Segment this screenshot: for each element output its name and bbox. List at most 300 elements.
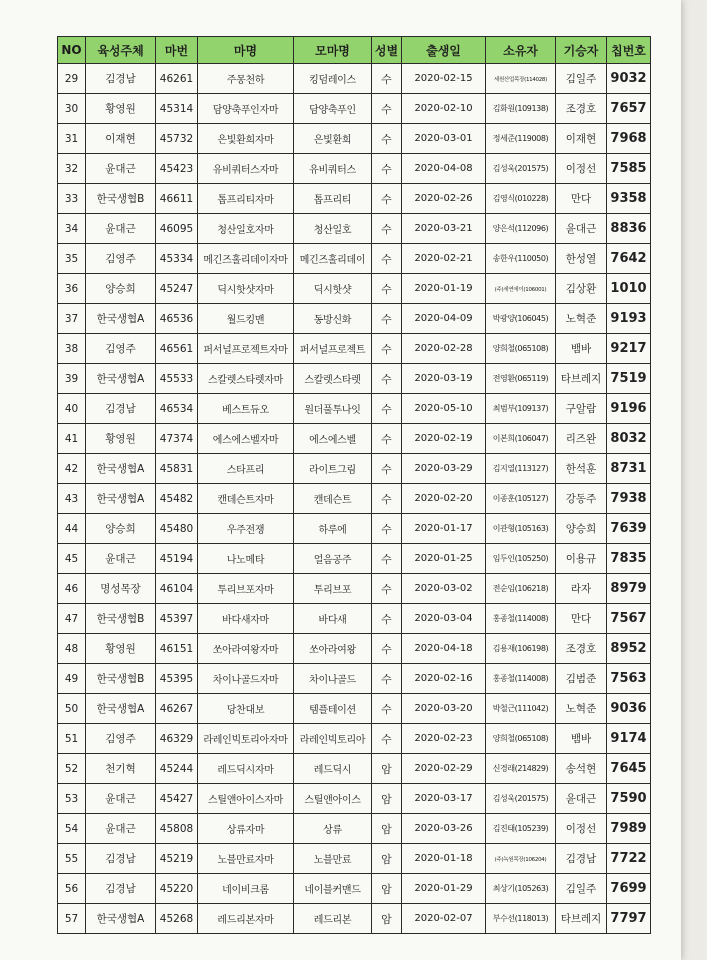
cell-horse-id: 45244 (156, 754, 198, 784)
cell-horse-id: 46611 (156, 184, 198, 214)
cell-owner: 최범부(109137) (486, 394, 556, 424)
cell-handler: 한석훈 (556, 454, 607, 484)
cell-dam-name: 톱프리티 (294, 184, 372, 214)
cell-dam-name: 쏘아라여왕 (294, 634, 372, 664)
cell-handler: 윤대근 (556, 784, 607, 814)
cell-sex: 수 (372, 694, 402, 724)
cell-owner: 이관형(105163) (486, 514, 556, 544)
cell-no: 56 (58, 874, 86, 904)
cell-dam-name: 바다새 (294, 604, 372, 634)
cell-sex: 수 (372, 274, 402, 304)
cell-no: 29 (58, 64, 86, 94)
cell-dam-name: 에스에스벨 (294, 424, 372, 454)
table-row (58, 724, 651, 754)
cell-chip-number: 7642 (607, 244, 651, 274)
cell-horse-id: 45219 (156, 844, 198, 874)
cell-no: 32 (58, 154, 86, 184)
cell-dam-name: 퍼서널프로젝트 (294, 334, 372, 364)
cell-owner: 최상기(105263) (486, 874, 556, 904)
cell-no: 47 (58, 604, 86, 634)
cell-horse-name: 레드딕시자마 (198, 754, 294, 784)
table-row (58, 874, 651, 904)
cell-horse-id: 45480 (156, 514, 198, 544)
table-row (58, 94, 651, 124)
cell-birth-date: 2020-02-16 (402, 664, 486, 694)
cell-birth-date: 2020-01-19 (402, 274, 486, 304)
cell-dam-name: 메긴즈홀리데이 (294, 244, 372, 274)
cell-chip-number: 9174 (607, 724, 651, 754)
cell-handler: 노혁준 (556, 694, 607, 724)
cell-chip-number: 8032 (607, 424, 651, 454)
cell-birth-date: 2020-03-20 (402, 694, 486, 724)
cell-org: 황영원 (86, 424, 156, 454)
cell-horse-id: 45397 (156, 604, 198, 634)
cell-no: 44 (58, 514, 86, 544)
cell-no: 36 (58, 274, 86, 304)
cell-handler: 김일주 (556, 874, 607, 904)
horse-registry-table (57, 36, 651, 934)
cell-dam-name: 동방신화 (294, 304, 372, 334)
cell-handler: 구알람 (556, 394, 607, 424)
cell-handler: 타브레지 (556, 904, 607, 934)
cell-birth-date: 2020-03-04 (402, 604, 486, 634)
cell-sex: 수 (372, 244, 402, 274)
cell-birth-date: 2020-01-25 (402, 544, 486, 574)
cell-birth-date: 2020-04-18 (402, 634, 486, 664)
cell-dam-name: 네이블커맨드 (294, 874, 372, 904)
cell-handler: 이정선 (556, 154, 607, 184)
cell-birth-date: 2020-02-23 (402, 724, 486, 754)
cell-horse-name: 바다새자마 (198, 604, 294, 634)
cell-birth-date: 2020-05-10 (402, 394, 486, 424)
cell-owner: 김진태(105239) (486, 814, 556, 844)
cell-horse-id: 45220 (156, 874, 198, 904)
cell-sex: 암 (372, 754, 402, 784)
table-row (58, 394, 651, 424)
cell-chip-number: 8731 (607, 454, 651, 484)
cell-chip-number: 1010 (607, 274, 651, 304)
table-row (58, 544, 651, 574)
table-row (58, 424, 651, 454)
table-row (58, 244, 651, 274)
cell-org: 한국생협A (86, 364, 156, 394)
cell-sex: 암 (372, 904, 402, 934)
cell-chip-number: 7519 (607, 364, 651, 394)
cell-dam-name: 은빛환희 (294, 124, 372, 154)
cell-chip-number: 7835 (607, 544, 651, 574)
cell-sex: 수 (372, 64, 402, 94)
cell-owner: 송한우(110050) (486, 244, 556, 274)
cell-horse-name: 네이비크롬 (198, 874, 294, 904)
cell-horse-name: 퍼서널프로젝트자마 (198, 334, 294, 364)
table-row (58, 154, 651, 184)
cell-org: 황영원 (86, 634, 156, 664)
cell-birth-date: 2020-02-28 (402, 334, 486, 364)
cell-horse-id: 45808 (156, 814, 198, 844)
cell-sex: 수 (372, 484, 402, 514)
cell-horse-name: 레드리본자마 (198, 904, 294, 934)
cell-owner: 김성욱(201575) (486, 154, 556, 184)
cell-no: 50 (58, 694, 86, 724)
cell-birth-date: 2020-03-21 (402, 214, 486, 244)
cell-chip-number: 7657 (607, 94, 651, 124)
cell-owner: 홍종철(114008) (486, 664, 556, 694)
cell-handler: 만다 (556, 184, 607, 214)
cell-chip-number: 7938 (607, 484, 651, 514)
table-header-row (58, 37, 651, 64)
cell-chip-number: 9217 (607, 334, 651, 364)
cell-org: 한국생협A (86, 484, 156, 514)
table-row (58, 124, 651, 154)
cell-sex: 수 (372, 364, 402, 394)
cell-handler: 강동주 (556, 484, 607, 514)
cell-chip-number: 9036 (607, 694, 651, 724)
cell-sex: 수 (372, 664, 402, 694)
cell-org: 이재현 (86, 124, 156, 154)
cell-org: 한국생협A (86, 694, 156, 724)
table-row (58, 634, 651, 664)
cell-birth-date: 2020-03-19 (402, 364, 486, 394)
cell-chip-number: 7722 (607, 844, 651, 874)
cell-birth-date: 2020-03-26 (402, 814, 486, 844)
cell-owner: 양은석(112096) (486, 214, 556, 244)
cell-horse-name: 쏘아라여왕자마 (198, 634, 294, 664)
cell-chip-number: 7645 (607, 754, 651, 784)
cell-horse-id: 46561 (156, 334, 198, 364)
cell-owner: 부수선(118013) (486, 904, 556, 934)
cell-no: 54 (58, 814, 86, 844)
cell-chip-number: 7590 (607, 784, 651, 814)
cell-handler: 이정선 (556, 814, 607, 844)
cell-sex: 암 (372, 874, 402, 904)
cell-horse-id: 45395 (156, 664, 198, 694)
cell-birth-date: 2020-03-02 (402, 574, 486, 604)
cell-birth-date: 2020-02-29 (402, 754, 486, 784)
cell-handler: 김일주 (556, 64, 607, 94)
cell-org: 윤대근 (86, 154, 156, 184)
cell-dam-name: 캔데슨트 (294, 484, 372, 514)
header-horse-id: 마번 (156, 37, 198, 64)
cell-birth-date: 2020-01-17 (402, 514, 486, 544)
cell-horse-id: 46329 (156, 724, 198, 754)
cell-birth-date: 2020-02-21 (402, 244, 486, 274)
table-row (58, 214, 651, 244)
cell-birth-date: 2020-02-15 (402, 64, 486, 94)
cell-horse-id: 46104 (156, 574, 198, 604)
cell-chip-number: 9358 (607, 184, 651, 214)
cell-owner: 김영식(010228) (486, 184, 556, 214)
cell-chip-number: 7567 (607, 604, 651, 634)
cell-no: 39 (58, 364, 86, 394)
cell-birth-date: 2020-02-26 (402, 184, 486, 214)
table-row (58, 454, 651, 484)
header-owner: 소유자 (486, 37, 556, 64)
cell-horse-name: 주몽천하 (198, 64, 294, 94)
cell-org: 윤대근 (86, 214, 156, 244)
cell-sex: 수 (372, 454, 402, 484)
cell-sex: 수 (372, 184, 402, 214)
cell-handler: 이용규 (556, 544, 607, 574)
cell-no: 52 (58, 754, 86, 784)
cell-horse-name: 캔데슨트자마 (198, 484, 294, 514)
cell-chip-number: 9032 (607, 64, 651, 94)
cell-dam-name: 유비쿼터스 (294, 154, 372, 184)
table-row (58, 334, 651, 364)
cell-dam-name: 담양축푸인 (294, 94, 372, 124)
header-no: NO (58, 37, 86, 64)
header-handler: 기승자 (556, 37, 607, 64)
cell-org: 한국생협B (86, 664, 156, 694)
cell-org: 김경남 (86, 844, 156, 874)
cell-sex: 수 (372, 604, 402, 634)
cell-horse-name: 딕시핫샷자마 (198, 274, 294, 304)
cell-handler: 조경호 (556, 94, 607, 124)
table-row (58, 64, 651, 94)
cell-horse-id: 46536 (156, 304, 198, 334)
cell-dam-name: 원더풀투나잇 (294, 394, 372, 424)
cell-dam-name: 투리브포 (294, 574, 372, 604)
cell-org: 양승희 (86, 274, 156, 304)
cell-org: 한국생협A (86, 304, 156, 334)
cell-birth-date: 2020-02-10 (402, 94, 486, 124)
table-row (58, 844, 651, 874)
cell-dam-name: 스칼렛스타렛 (294, 364, 372, 394)
cell-handler: 뱀바 (556, 724, 607, 754)
cell-owner: 박철근(111042) (486, 694, 556, 724)
cell-dam-name: 라이트그림 (294, 454, 372, 484)
cell-owner: (주)녹원목장(106204) (486, 844, 556, 874)
cell-horse-name: 우주전쟁 (198, 514, 294, 544)
cell-chip-number: 7797 (607, 904, 651, 934)
cell-no: 40 (58, 394, 86, 424)
cell-owner: 전영환(065119) (486, 364, 556, 394)
cell-horse-name: 스타프리 (198, 454, 294, 484)
cell-horse-id: 47374 (156, 424, 198, 454)
cell-handler: 노혁준 (556, 304, 607, 334)
cell-dam-name: 템플테이션 (294, 694, 372, 724)
cell-no: 31 (58, 124, 86, 154)
cell-dam-name: 레드딕시 (294, 754, 372, 784)
cell-chip-number: 9196 (607, 394, 651, 424)
cell-no: 55 (58, 844, 86, 874)
cell-owner: 이종훈(105127) (486, 484, 556, 514)
cell-org: 김경남 (86, 874, 156, 904)
header-birth-date: 출생일 (402, 37, 486, 64)
cell-sex: 수 (372, 334, 402, 364)
cell-org: 윤대근 (86, 814, 156, 844)
cell-horse-id: 46267 (156, 694, 198, 724)
cell-dam-name: 킹덤레이스 (294, 64, 372, 94)
cell-handler: 만다 (556, 604, 607, 634)
cell-horse-name: 노블만료자마 (198, 844, 294, 874)
cell-horse-name: 상류자마 (198, 814, 294, 844)
cell-sex: 수 (372, 574, 402, 604)
header-chip-number: 칩번호 (607, 37, 651, 64)
cell-owner: 박광양(106045) (486, 304, 556, 334)
cell-sex: 암 (372, 814, 402, 844)
cell-sex: 수 (372, 214, 402, 244)
cell-sex: 수 (372, 424, 402, 454)
cell-no: 51 (58, 724, 86, 754)
table-row (58, 694, 651, 724)
cell-horse-id: 46261 (156, 64, 198, 94)
cell-horse-name: 차이나골드자마 (198, 664, 294, 694)
cell-horse-id: 45268 (156, 904, 198, 934)
cell-horse-name: 은빛환희자마 (198, 124, 294, 154)
cell-birth-date: 2020-03-01 (402, 124, 486, 154)
table-row (58, 574, 651, 604)
cell-horse-name: 스틸앤아이스자마 (198, 784, 294, 814)
cell-owner: 전순임(106218) (486, 574, 556, 604)
cell-chip-number: 8952 (607, 634, 651, 664)
cell-chip-number: 9193 (607, 304, 651, 334)
cell-owner: 양희철(065108) (486, 334, 556, 364)
cell-horse-name: 에스에스벨자마 (198, 424, 294, 454)
cell-dam-name: 얼음공주 (294, 544, 372, 574)
cell-org: 한국생협A (86, 904, 156, 934)
cell-sex: 암 (372, 784, 402, 814)
cell-owner: 임두인(105250) (486, 544, 556, 574)
header-horse-name: 마명 (198, 37, 294, 64)
cell-birth-date: 2020-01-29 (402, 874, 486, 904)
header-dam-name: 모마명 (294, 37, 372, 64)
table-row (58, 274, 651, 304)
cell-horse-id: 45314 (156, 94, 198, 124)
cell-horse-id: 46095 (156, 214, 198, 244)
cell-horse-name: 유비쿼터스자마 (198, 154, 294, 184)
cell-dam-name: 딕시핫샷 (294, 274, 372, 304)
cell-chip-number: 8836 (607, 214, 651, 244)
table-row (58, 904, 651, 934)
cell-org: 명성목장 (86, 574, 156, 604)
cell-no: 49 (58, 664, 86, 694)
cell-handler: 뱀바 (556, 334, 607, 364)
cell-owner: 세원산업목장(114028) (486, 64, 556, 94)
cell-horse-id: 45423 (156, 154, 198, 184)
table-row (58, 664, 651, 694)
cell-owner: 김지열(113127) (486, 454, 556, 484)
cell-birth-date: 2020-03-17 (402, 784, 486, 814)
cell-handler: 라자 (556, 574, 607, 604)
cell-sex: 수 (372, 94, 402, 124)
cell-dam-name: 노블만료 (294, 844, 372, 874)
cell-handler: 양승희 (556, 514, 607, 544)
cell-org: 한국생협B (86, 184, 156, 214)
cell-horse-name: 베스트듀오 (198, 394, 294, 424)
cell-chip-number: 7699 (607, 874, 651, 904)
header-org: 육성주체 (86, 37, 156, 64)
cell-no: 38 (58, 334, 86, 364)
cell-horse-name: 나노메타 (198, 544, 294, 574)
cell-no: 53 (58, 784, 86, 814)
cell-horse-name: 당찬대보 (198, 694, 294, 724)
cell-handler: 송석현 (556, 754, 607, 784)
cell-handler: 조경호 (556, 634, 607, 664)
cell-org: 김경남 (86, 64, 156, 94)
cell-sex: 수 (372, 544, 402, 574)
cell-handler: 타브레지 (556, 364, 607, 394)
cell-chip-number: 7563 (607, 664, 651, 694)
cell-owner: 김성욱(201575) (486, 784, 556, 814)
cell-sex: 수 (372, 394, 402, 424)
cell-birth-date: 2020-02-19 (402, 424, 486, 454)
cell-handler: 김범준 (556, 664, 607, 694)
cell-horse-name: 담양축푸인자마 (198, 94, 294, 124)
cell-owner: 정세준(119008) (486, 124, 556, 154)
cell-no: 48 (58, 634, 86, 664)
cell-org: 윤대근 (86, 544, 156, 574)
cell-horse-id: 46534 (156, 394, 198, 424)
cell-horse-name: 월드킹맨 (198, 304, 294, 334)
cell-chip-number: 7968 (607, 124, 651, 154)
cell-birth-date: 2020-03-29 (402, 454, 486, 484)
cell-owner: 이본희(106047) (486, 424, 556, 454)
cell-chip-number: 7989 (607, 814, 651, 844)
cell-horse-id: 45334 (156, 244, 198, 274)
cell-no: 41 (58, 424, 86, 454)
cell-org: 한국생협B (86, 604, 156, 634)
cell-horse-id: 45533 (156, 364, 198, 394)
cell-dam-name: 하루에 (294, 514, 372, 544)
cell-org: 김영주 (86, 334, 156, 364)
table-row (58, 514, 651, 544)
cell-dam-name: 청산일호 (294, 214, 372, 244)
cell-birth-date: 2020-02-07 (402, 904, 486, 934)
cell-handler: 한성열 (556, 244, 607, 274)
cell-dam-name: 차이나골드 (294, 664, 372, 694)
cell-horse-id: 45831 (156, 454, 198, 484)
cell-owner: (주)세연에이(106001) (486, 274, 556, 304)
cell-horse-name: 메긴즈홀리데이자마 (198, 244, 294, 274)
cell-owner: 홍종철(114008) (486, 604, 556, 634)
cell-org: 김영주 (86, 724, 156, 754)
cell-no: 45 (58, 544, 86, 574)
cell-sex: 수 (372, 724, 402, 754)
cell-horse-name: 스칼렛스타렛자마 (198, 364, 294, 394)
cell-handler: 윤대근 (556, 214, 607, 244)
cell-sex: 수 (372, 154, 402, 184)
table-row (58, 604, 651, 634)
cell-owner: 김화원(109138) (486, 94, 556, 124)
table-row (58, 814, 651, 844)
cell-horse-name: 청산일호자마 (198, 214, 294, 244)
cell-dam-name: 라레인빅토리아 (294, 724, 372, 754)
cell-horse-id: 45732 (156, 124, 198, 154)
cell-birth-date: 2020-04-09 (402, 304, 486, 334)
cell-owner: 신경래(214829) (486, 754, 556, 784)
table-row (58, 484, 651, 514)
table-body (58, 64, 651, 934)
cell-sex: 수 (372, 124, 402, 154)
cell-owner: 김용재(106198) (486, 634, 556, 664)
cell-sex: 수 (372, 304, 402, 334)
header-sex: 성별 (372, 37, 402, 64)
cell-org: 김영주 (86, 244, 156, 274)
cell-dam-name: 레드리본 (294, 904, 372, 934)
cell-chip-number: 8979 (607, 574, 651, 604)
cell-birth-date: 2020-01-18 (402, 844, 486, 874)
cell-no: 37 (58, 304, 86, 334)
cell-org: 김경남 (86, 394, 156, 424)
cell-no: 34 (58, 214, 86, 244)
cell-org: 윤대근 (86, 784, 156, 814)
cell-org: 천기혁 (86, 754, 156, 784)
cell-handler: 이재현 (556, 124, 607, 154)
cell-org: 양승희 (86, 514, 156, 544)
cell-dam-name: 스틸앤아이스 (294, 784, 372, 814)
cell-no: 30 (58, 94, 86, 124)
cell-no: 57 (58, 904, 86, 934)
